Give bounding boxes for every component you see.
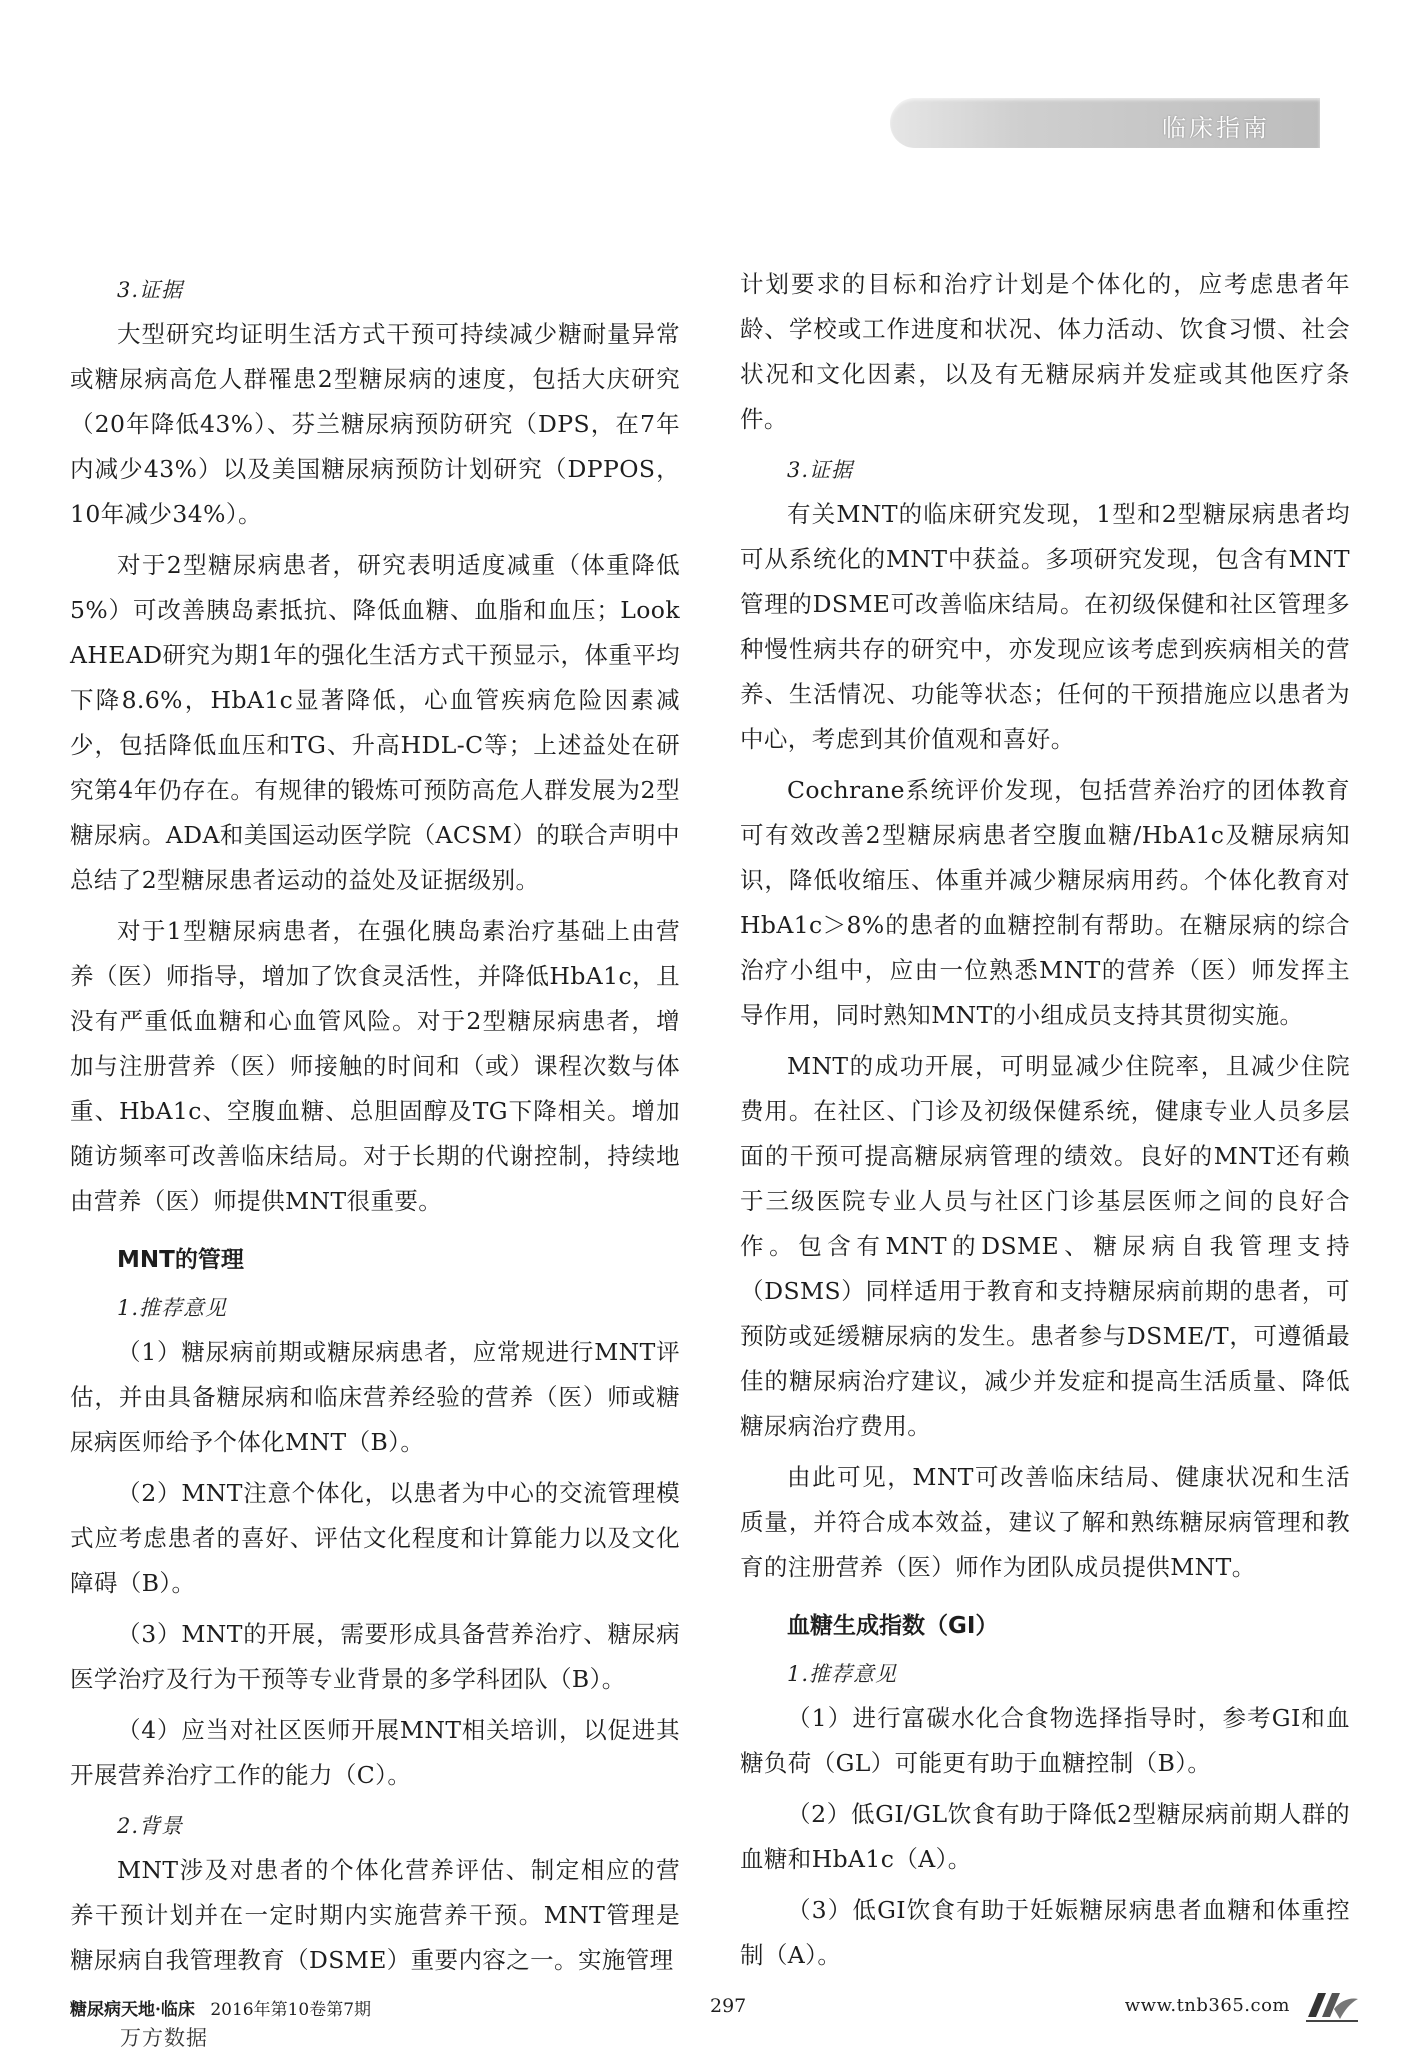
right-column <box>740 262 1350 1978</box>
paragraph: Cochrane系统评价发现，包括营养治疗的团体教育可有效改善2型糖尿病患者空腹血糖/HbA1c及糖尿病知识，降低收缩压、体重并减少糖尿病用药。个体化教育对HbA1c＞8%的患者的血糖控制有帮助。在糖尿病的综合治疗小组中，应由一位熟悉MNT的营养（医）师发挥主导作用，同时熟知MNT的小组成员支持其贯彻实施。 <box>740 776 1350 1029</box>
recommendation-item: （3）低GI饮食有助于妊娠糖尿病患者血糖和体重控制（A）。 <box>740 1896 1350 1969</box>
journal-name: 糖尿病天地·临床 <box>70 2000 195 2020</box>
recommendation-item: （3）MNT的开展，需要形成具备营养治疗、糖尿病医学治疗及行为干预等专业背景的多学科团队（B）。 <box>70 1620 680 1693</box>
page-footer <box>70 1995 1360 2035</box>
recommendation-item: （1）进行富碳水化合食物选择指导时，参考GI和血糖负荷（GL）可能更有助于血糖控制（B）。 <box>740 1704 1350 1777</box>
paragraph-continued: 计划要求的目标和治疗计划是个体化的，应考虑患者年龄、学校或工作进度和状况、体力活动、饮食习惯、社会状况和文化因素，以及有无糖尿病并发症或其他医疗条件。 <box>740 270 1350 433</box>
recommendation-item: （4）应当对社区医师开展MNT相关培训，以促进其开展营养治疗工作的能力（C）。 <box>70 1716 680 1789</box>
left-column <box>70 262 680 1983</box>
paragraph: 对于1型糖尿病患者，在强化胰岛素治疗基础上由营养（医）师指导，增加了饮食灵活性，并降低HbA1c，且没有严重低血糖和心血管风险。对于2型糖尿病患者，增加与注册营养（医）师接触的时间和（或）课程次数与体重、HbA1c、空腹血糖、总胆固醇及TG下降相关。增加随访频率可改善临床结局。对于长期的代谢控制，持续地由营养（医）师提供MNT很重要。 <box>70 917 680 1215</box>
paragraph: MNT的成功开展，可明显减少住院率，且减少住院费用。在社区、门诊及初级保健系统，健康专业人员多层面的干预可提高糖尿病管理的绩效。良好的MNT还有赖于三级医院专业人员与社区门诊基层医师之间的良好合作。包含有MNT的DSME、糖尿病自我管理支持（DSMS）同样适用于教育和支持糖尿病前期的患者，可预防或延缓糖尿病的发生。患者参与DSME/T，可遵循最佳的糖尿病治疗建议，减少并发症和提高生活质量、降低糖尿病治疗费用。 <box>740 1052 1350 1440</box>
section-heading-mnt: MNT的管理 <box>117 1247 244 1273</box>
watermark-text: 万方数据 <box>120 2026 208 2050</box>
recommendation-subheading: 1.推荐意见 <box>787 1662 898 1686</box>
journal-url: www.tnb365.com <box>1124 1995 1290 2016</box>
section-heading-gi: 血糖生成指数（GI） <box>787 1613 999 1639</box>
journal-issue: 2016年第10卷第7期 <box>210 2000 372 2020</box>
paragraph: 大型研究均证明生活方式干预可持续减少糖耐量异常或糖尿病高危人群罹患2型糖尿病的速度，包括大庆研究（20年降低43%）、芬兰糖尿病预防研究（DPS，在7年内减少43%）以及美国糖尿病预防计划研究（DPPOS，10年减少34%）。 <box>70 320 680 528</box>
background-subheading: 2.背景 <box>117 1814 184 1838</box>
recommendation-subheading: 1.推荐意见 <box>117 1296 228 1320</box>
evidence-subheading: 3.证据 <box>787 458 854 482</box>
paragraph: 有关MNT的临床研究发现，1型和2型糖尿病患者均可从系统化的MNT中获益。多项研究发现，包含有MNT管理的DSME可改善临床结局。在初级保健和社区管理多种慢性病共存的研究中，亦发现应该考虑到疾病相关的营养、生活情况、功能等状态；任何的干预措施应以患者为中心，考虑到其价值观和喜好。 <box>740 500 1350 753</box>
recommendation-item: （1）糖尿病前期或糖尿病患者，应常规进行MNT评估，并由具备糖尿病和临床营养经验的营养（医）师或糖尿病医师给予个体化MNT（B）。 <box>70 1338 680 1456</box>
section-tab <box>890 98 1320 148</box>
page-number: 297 <box>710 1995 747 2017</box>
paragraph: 对于2型糖尿病患者，研究表明适度减重（体重降低5%）可改善胰岛素抵抗、降低血糖、血脂和血压；Look AHEAD研究为期1年的强化生活方式干预显示，体重平均下降8.6%，HbA1c显著降低，心血管疾病危险因素减少，包括降低血压和TG、升高HDL-C等；上述益处在研究第4年仍存在。有规律的锻炼可预防高危人群发展为2型糖尿病。ADA和美国运动医学院（ACSM）的联合声明中总结了2型糖尿患者运动的益处及证据级别。 <box>70 551 680 894</box>
recommendation-item: （2）低GI/GL饮食有助于降低2型糖尿病前期人群的血糖和HbA1c（A）。 <box>740 1800 1350 1873</box>
journal-logo-icon <box>1304 1987 1360 2025</box>
paragraph: 由此可见，MNT可改善临床结局、健康状况和生活质量，并符合成本效益，建议了解和熟练糖尿病管理和教育的注册营养（医）师作为团队成员提供MNT。 <box>740 1463 1350 1581</box>
evidence-subheading: 3.证据 <box>117 278 184 302</box>
recommendation-item: （2）MNT注意个体化，以患者为中心的交流管理模式应考虑患者的喜好、评估文化程度和计算能力以及文化障碍（B）。 <box>70 1479 680 1597</box>
section-tab-label: 临床指南 <box>1162 114 1270 142</box>
footer-citation <box>70 1995 371 2020</box>
paragraph: MNT涉及对患者的个体化营养评估、制定相应的营养干预计划并在一定时期内实施营养干预。MNT管理是糖尿病自我管理教育（DSME）重要内容之一。实施管理 <box>70 1856 680 1974</box>
